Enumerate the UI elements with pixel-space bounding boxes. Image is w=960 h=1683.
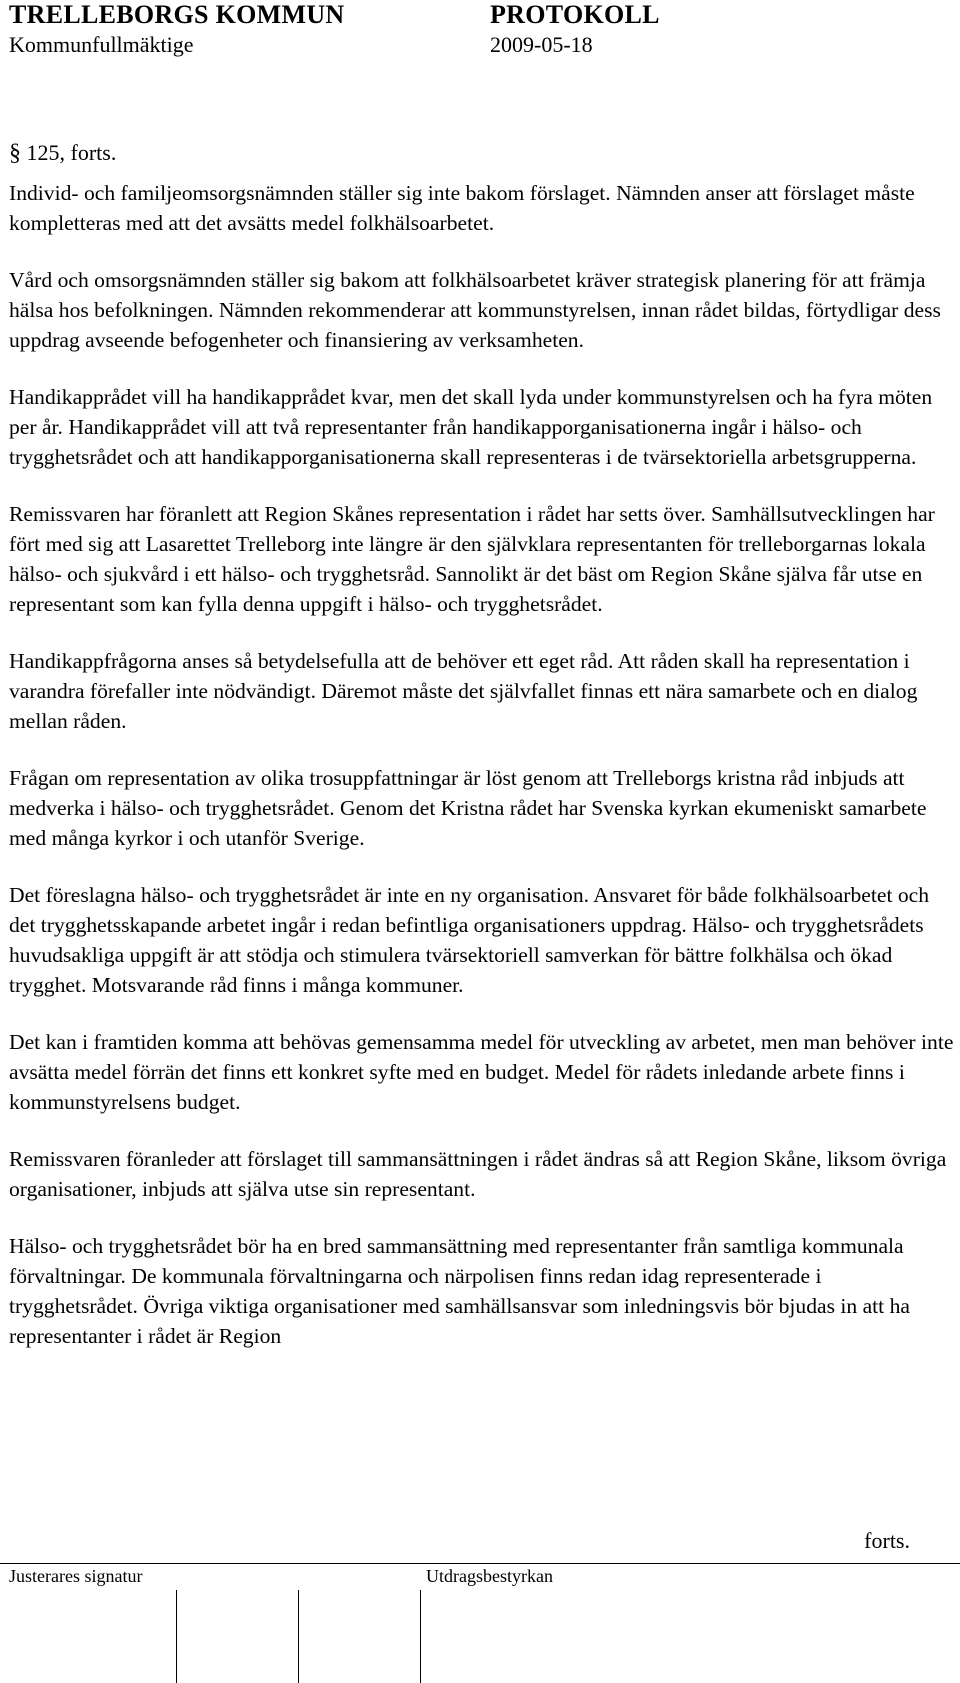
footer-divider: [0, 1563, 960, 1564]
paragraph: Handikappfrågorna anses så betydelsefulla att de behöver ett eget råd. Att råden skall ha representation i varandra förefaller inte nödvändigt. Däremot måste det självfallet finnas ett nära samarbete och en dialog mellan råden.: [9, 649, 918, 733]
paragraph: Remissvaren föranleder att förslaget till sammansättningen i rådet ändras så att Region Skåne, liksom övriga organisationer, inbjuds att själva utse sin representant.: [9, 1147, 947, 1201]
paragraph-symbol: §: [9, 140, 21, 166]
paragraph: Handikapprådet vill ha handikapprådet kvar, men det skall lyda under kommunstyrelsen och ha fyra möten per år. Handikapprådet vill att två representanter från handikapporganisationerna ingår i hälso- och trygghetsrådet och att handikapporganisationerna skall representeras i de tvärsektoriella arbetsgrupperna.: [9, 385, 933, 469]
paragraph: Det föreslagna hälso- och trygghetsrådet är inte en ny organisation. Ansvaret för både folkhälsoarbetet och det trygghetsskapande arbetet ingår i redan befintliga organisationers uppdrag. Hälso- och trygghetsrådets huvudsakliga uppgift är att stödja och stimulera tvärsektoriell samverkan för bättre folkhälsa och ökad trygghet. Motsvarande råd finns i många kommuner.: [9, 883, 930, 997]
header-document-type: PROTOKOLL: [490, 0, 660, 29]
paragraph: Det kan i framtiden komma att behövas gemensamma medel för utveckling av arbetet, men man behöver inte avsätta medel förrän det finns ett konkret syfte med en budget. Medel för rådets inledande arbete finns i kommunstyrelsens budget.: [9, 1030, 954, 1114]
signature-box-divider: [176, 1590, 177, 1683]
signature-label: Justerares signatur: [9, 1566, 143, 1586]
header-date: 2009-05-18: [490, 32, 593, 57]
header-body: Kommunfullmäktige: [9, 32, 194, 57]
paragraph: Vård och omsorgsnämnden ställer sig bakom att folkhälsoarbetet kräver strategisk planering för att främja hälsa hos befolkningen. Nämnden rekommenderar att kommunstyrelsen, innan rådet bildas, förtydligar dess uppdrag avseende befogenheter och finansiering av verksamheten.: [9, 268, 941, 352]
document-body: [9, 178, 954, 1378]
section-reference-text: 125, forts.: [21, 140, 117, 165]
paragraph: Hälso- och trygghetsrådet bör ha en bred sammansättning med representanter från samtliga kommunala förvaltningar. De kommunala förvaltningarna och närpolisen finns redan idag representerade i trygghetsrådet. Övriga viktiga organisationer med samhällsansvar som inledningsvis bör bjudas in att ha representanter i rådet är Region: [9, 1234, 910, 1348]
header-organization: TRELLEBORGS KOMMUN: [9, 0, 345, 29]
signature-box-divider: [420, 1590, 421, 1683]
continuation-note: forts.: [864, 1528, 910, 1553]
paragraph: Frågan om representation av olika trosuppfattningar är löst genom att Trelleborgs kristna råd inbjuds att medverka i hälso- och trygghetsrådet. Genom det Kristna rådet har Svenska kyrkan ekumeniskt samarbete med många kyrkor i och utanför Sverige.: [9, 766, 927, 850]
paragraph: Remissvaren har föranlett att Region Skånes representation i rådet har setts över. Samhällsutvecklingen har fört med sig att Lasarettet Trelleborg inte längre är den självklara representanten för trelleborgarnas lokala hälso- och sjukvård i ett hälso- och trygghetsråd. Sannolikt är det bäst om Region Skåne själva får utse en representant som kan fylla denna uppgift i hälso- och trygghetsrådet.: [9, 502, 935, 616]
section-reference: [9, 140, 116, 167]
signature-box-divider: [298, 1590, 299, 1683]
extract-certification-label: Utdragsbestyrkan: [426, 1566, 553, 1586]
paragraph: Individ- och familjeomsorgsnämnden ställer sig inte bakom förslaget. Nämnden anser att förslaget måste kompletteras med att det avsätts medel folkhälsoarbetet.: [9, 181, 915, 235]
